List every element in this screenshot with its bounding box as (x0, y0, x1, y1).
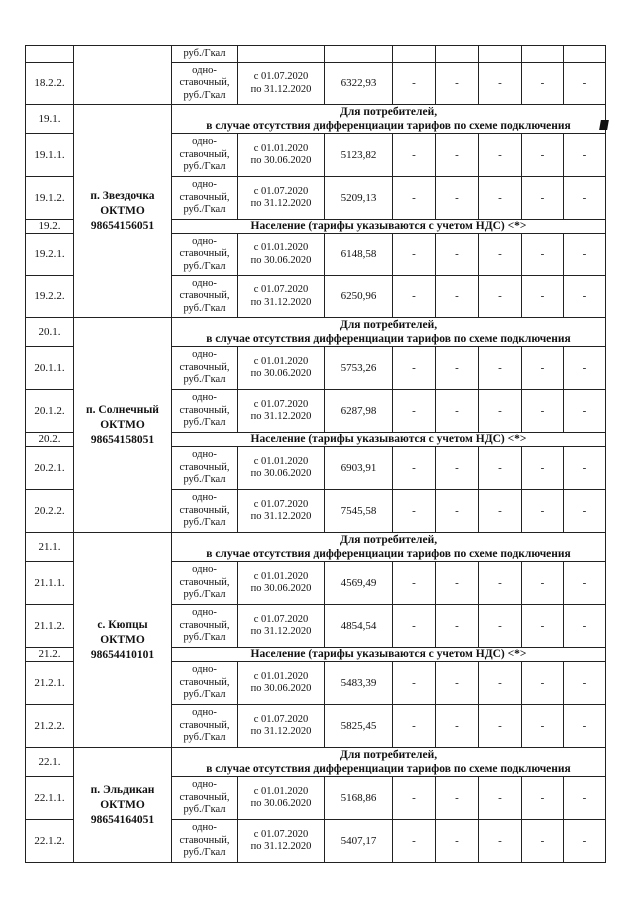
empty-tariff-cell (479, 46, 522, 63)
tariff-value: 6250,96 (325, 276, 393, 318)
section-header-row (26, 533, 606, 562)
empty-tariff-cell: - (479, 347, 522, 390)
empty-tariff-cell: - (522, 276, 564, 318)
row-number: 20.2.2. (26, 490, 74, 533)
row-number: 20.1. (26, 318, 74, 347)
tariff-period: с 01.01.2020 по 30.06.2020 (238, 234, 325, 276)
header-line-2: в случае отсутствия дифференциации тарифов по схеме подключения (206, 333, 571, 345)
empty-tariff-cell: - (436, 276, 479, 318)
empty-tariff-cell: - (436, 347, 479, 390)
tariff-unit: одно- ставочный, руб./Гкал (172, 662, 238, 705)
tariff-value: 5407,17 (325, 820, 393, 863)
row-number: 21.2.2. (26, 705, 74, 748)
tariff-unit: одно- ставочный, руб./Гкал (172, 234, 238, 276)
consumer-group-header (172, 748, 606, 777)
tariff-period: с 01.01.2020 по 30.06.2020 (238, 347, 325, 390)
empty-tariff-cell: - (393, 562, 436, 605)
empty-tariff-cell: - (522, 347, 564, 390)
empty-tariff-cell: - (436, 605, 479, 648)
tariff-value: 5483,39 (325, 662, 393, 705)
empty-tariff-cell (393, 46, 436, 63)
empty-tariff-cell: - (522, 562, 564, 605)
empty-tariff-cell: - (393, 605, 436, 648)
empty-tariff-cell: - (522, 490, 564, 533)
tariff-value: 5168,86 (325, 777, 393, 820)
table-row (26, 46, 606, 63)
tariff-value: 6903,91 (325, 447, 393, 490)
empty-tariff-cell: - (393, 447, 436, 490)
row-number: 20.1.1. (26, 347, 74, 390)
locality-cell: п. Эльдикан ОКТМО 98654164051 (74, 748, 172, 863)
empty-tariff-cell: - (479, 777, 522, 820)
tariff-period: с 01.01.2020 по 30.06.2020 (238, 777, 325, 820)
tariff-value: 4569,49 (325, 562, 393, 605)
empty-tariff-cell: - (436, 390, 479, 433)
empty-tariff-cell: - (564, 777, 606, 820)
row-number: 18.2.2. (26, 63, 74, 105)
tariff-unit: одно- ставочный, руб./Гкал (172, 276, 238, 318)
empty-tariff-cell: - (522, 447, 564, 490)
empty-tariff-cell: - (564, 134, 606, 177)
empty-tariff-cell: - (436, 134, 479, 177)
section-header-row (26, 105, 606, 134)
empty-tariff-cell: - (522, 177, 564, 220)
empty-tariff-cell: - (479, 447, 522, 490)
header-line-1: Для потребителей, (339, 749, 438, 761)
empty-tariff-cell: - (479, 390, 522, 433)
tariff-period: с 01.07.2020 по 31.12.2020 (238, 605, 325, 648)
empty-tariff-cell: - (479, 705, 522, 748)
empty-tariff-cell: - (479, 662, 522, 705)
empty-tariff-cell: - (393, 777, 436, 820)
header-line-1: Для потребителей, (339, 319, 438, 331)
empty-tariff-cell: - (436, 562, 479, 605)
consumer-group-header (172, 105, 606, 134)
empty-tariff-cell: - (393, 662, 436, 705)
tariff-period: с 01.07.2020 по 31.12.2020 (238, 390, 325, 433)
tariff-unit: одно- ставочный, руб./Гкал (172, 390, 238, 433)
empty-tariff-cell: - (436, 447, 479, 490)
tariff-value: 5209,13 (325, 177, 393, 220)
tariff-unit: одно- ставочный, руб./Гкал (172, 447, 238, 490)
tariff-period: с 01.07.2020 по 31.12.2020 (238, 705, 325, 748)
empty-tariff-cell: - (393, 234, 436, 276)
header-line-1: Для потребителей, (339, 534, 438, 546)
empty-tariff-cell: - (564, 276, 606, 318)
tariff-value: 6287,98 (325, 390, 393, 433)
tariff-period: с 01.07.2020 по 31.12.2020 (238, 490, 325, 533)
tariff-period: с 01.07.2020 по 31.12.2020 (238, 276, 325, 318)
consumer-group-header (172, 318, 606, 347)
empty-tariff-cell: - (393, 390, 436, 433)
empty-tariff-cell: - (564, 390, 606, 433)
empty-tariff-cell: - (522, 390, 564, 433)
row-number: 19.1. (26, 105, 74, 134)
empty-tariff-cell: - (564, 662, 606, 705)
tariff-value: 5123,82 (325, 134, 393, 177)
tariff-period: с 01.07.2020 по 31.12.2020 (238, 177, 325, 220)
row-number: 19.2.1. (26, 234, 74, 276)
population-group-header: Население (тарифы указываются с учетом НДС) <*> (172, 220, 606, 234)
empty-tariff-cell (564, 46, 606, 63)
tariff-value: 5825,45 (325, 705, 393, 748)
empty-tariff-cell: - (522, 63, 564, 105)
row-number: 19.2. (26, 220, 74, 234)
empty-tariff-cell: - (479, 276, 522, 318)
empty-tariff-cell: - (436, 490, 479, 533)
empty-tariff-cell: - (436, 177, 479, 220)
empty-tariff-cell: - (522, 662, 564, 705)
empty-tariff-cell: - (564, 63, 606, 105)
row-number: 21.1. (26, 533, 74, 562)
empty-tariff-cell: - (479, 134, 522, 177)
row-number: 20.2. (26, 433, 74, 447)
empty-tariff-cell: - (436, 234, 479, 276)
tariff-value (325, 46, 393, 63)
row-number: 21.2.1. (26, 662, 74, 705)
header-line-2: в случае отсутствия дифференциации тарифов по схеме подключения (206, 763, 571, 775)
row-number: 22.1.1. (26, 777, 74, 820)
row-number: 22.1. (26, 748, 74, 777)
empty-tariff-cell: - (564, 347, 606, 390)
locality-cell (74, 46, 172, 105)
consumer-group-header (172, 533, 606, 562)
empty-tariff-cell (436, 46, 479, 63)
empty-tariff-cell: - (479, 605, 522, 648)
locality-cell: п. Солнечный ОКТМО 98654158051 (74, 318, 172, 533)
row-number: 22.1.2. (26, 820, 74, 863)
locality-cell: с. Кюпцы ОКТМО 98654410101 (74, 533, 172, 748)
tariff-unit: руб./Гкал (172, 46, 238, 63)
empty-tariff-cell: - (522, 605, 564, 648)
empty-tariff-cell: - (564, 234, 606, 276)
empty-tariff-cell: - (436, 705, 479, 748)
empty-tariff-cell: - (436, 63, 479, 105)
row-number: 19.2.2. (26, 276, 74, 318)
empty-tariff-cell: - (564, 490, 606, 533)
empty-tariff-cell: - (564, 820, 606, 863)
empty-tariff-cell: - (393, 177, 436, 220)
empty-tariff-cell: - (479, 820, 522, 863)
empty-tariff-cell: - (479, 490, 522, 533)
empty-tariff-cell: - (393, 705, 436, 748)
empty-tariff-cell: - (479, 234, 522, 276)
empty-tariff-cell: - (393, 820, 436, 863)
empty-tariff-cell: - (479, 63, 522, 105)
row-number: 21.1.1. (26, 562, 74, 605)
header-line-2: в случае отсутствия дифференциации тарифов по схеме подключения (206, 548, 571, 560)
empty-tariff-cell: - (436, 820, 479, 863)
tariff-period (238, 46, 325, 63)
empty-tariff-cell: - (564, 447, 606, 490)
empty-tariff-cell: - (479, 177, 522, 220)
tariff-unit: одно- ставочный, руб./Гкал (172, 134, 238, 177)
row-number (26, 46, 74, 63)
tariff-document (25, 45, 605, 859)
empty-tariff-cell: - (393, 134, 436, 177)
row-number: 19.1.2. (26, 177, 74, 220)
empty-tariff-cell: - (522, 234, 564, 276)
tariff-unit: одно- ставочный, руб./Гкал (172, 605, 238, 648)
tariff-table (25, 45, 606, 863)
tariff-unit: одно- ставочный, руб./Гкал (172, 562, 238, 605)
empty-tariff-cell: - (393, 490, 436, 533)
tariff-unit: одно- ставочный, руб./Гкал (172, 820, 238, 863)
tariff-value: 4854,54 (325, 605, 393, 648)
empty-tariff-cell: - (479, 562, 522, 605)
empty-tariff-cell: - (393, 347, 436, 390)
tariff-unit: одно- ставочный, руб./Гкал (172, 347, 238, 390)
empty-tariff-cell: - (564, 705, 606, 748)
row-number: 21.2. (26, 648, 74, 662)
locality-cell: п. Звездочка ОКТМО 98654156051 (74, 105, 172, 318)
tariff-unit: одно- ставочный, руб./Гкал (172, 177, 238, 220)
empty-tariff-cell: - (436, 662, 479, 705)
tariff-unit: одно- ставочный, руб./Гкал (172, 490, 238, 533)
handwritten-mark (599, 120, 609, 130)
tariff-value: 5753,26 (325, 347, 393, 390)
tariff-period: с 01.07.2020 по 31.12.2020 (238, 63, 325, 105)
tariff-period: с 01.01.2020 по 30.06.2020 (238, 562, 325, 605)
empty-tariff-cell: - (393, 63, 436, 105)
row-number: 21.1.2. (26, 605, 74, 648)
empty-tariff-cell: - (522, 777, 564, 820)
empty-tariff-cell (522, 46, 564, 63)
header-line-2: в случае отсутствия дифференциации тарифов по схеме подключения (206, 120, 571, 132)
empty-tariff-cell: - (393, 276, 436, 318)
tariff-period: с 01.07.2020 по 31.12.2020 (238, 820, 325, 863)
empty-tariff-cell: - (522, 820, 564, 863)
empty-tariff-cell: - (564, 562, 606, 605)
empty-tariff-cell: - (436, 777, 479, 820)
tariff-value: 6148,58 (325, 234, 393, 276)
tariff-period: с 01.01.2020 по 30.06.2020 (238, 662, 325, 705)
header-line-1: Для потребителей, (339, 106, 438, 118)
section-header-row (26, 318, 606, 347)
tariff-value: 7545,58 (325, 490, 393, 533)
population-group-header: Население (тарифы указываются с учетом НДС) <*> (172, 433, 606, 447)
empty-tariff-cell: - (564, 177, 606, 220)
row-number: 20.1.2. (26, 390, 74, 433)
population-group-header: Население (тарифы указываются с учетом НДС) <*> (172, 648, 606, 662)
tariff-unit: одно- ставочный, руб./Гкал (172, 705, 238, 748)
tariff-period: с 01.01.2020 по 30.06.2020 (238, 447, 325, 490)
tariff-unit: одно- ставочный, руб./Гкал (172, 777, 238, 820)
row-number: 19.1.1. (26, 134, 74, 177)
section-header-row (26, 748, 606, 777)
tariff-unit: одно- ставочный, руб./Гкал (172, 63, 238, 105)
empty-tariff-cell: - (564, 605, 606, 648)
tariff-value: 6322,93 (325, 63, 393, 105)
empty-tariff-cell: - (522, 705, 564, 748)
tariff-period: с 01.01.2020 по 30.06.2020 (238, 134, 325, 177)
row-number: 20.2.1. (26, 447, 74, 490)
empty-tariff-cell: - (522, 134, 564, 177)
